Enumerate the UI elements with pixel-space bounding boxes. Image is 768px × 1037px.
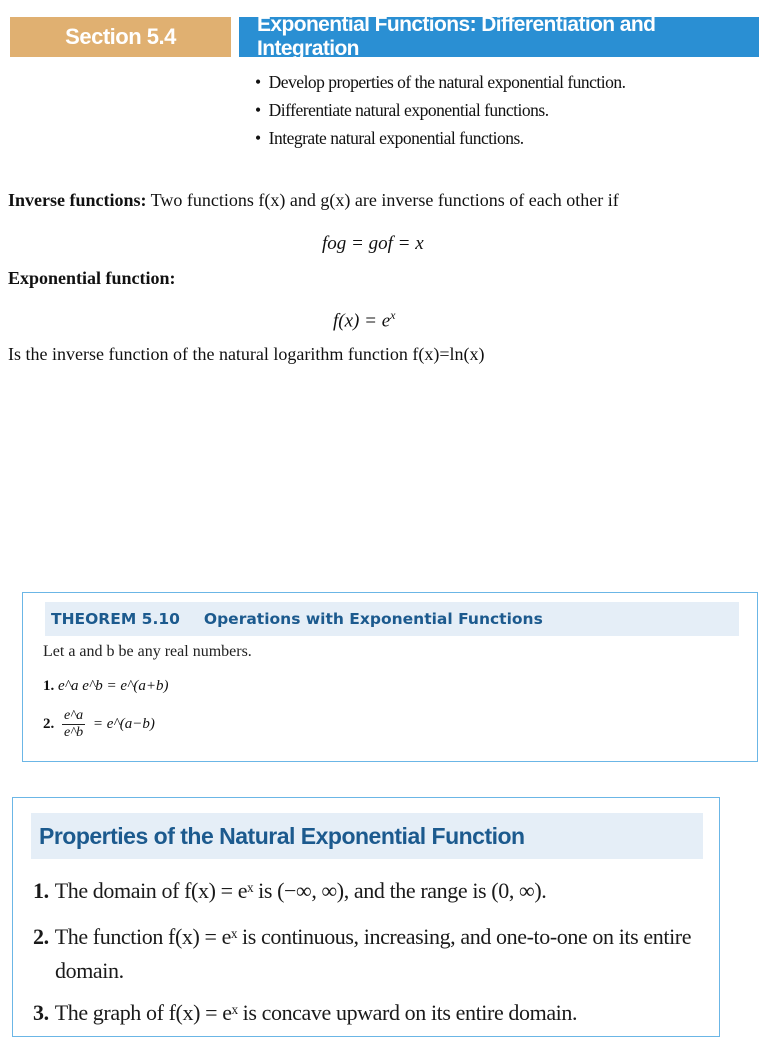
section-title: Exponential Functions: Differentiation and Integration <box>239 17 759 57</box>
exponential-note: Is the inverse function of the natural logarithm function f(x)=ln(x) <box>8 344 485 364</box>
property-text: The graph of f(x) = eˣ is concave upward on its entire domain. <box>54 1000 578 1025</box>
theorem-header <box>45 602 739 636</box>
property-item <box>33 920 691 954</box>
property-number: 1. <box>33 878 49 903</box>
inverse-functions-label: Inverse functions: <box>8 190 147 210</box>
property-text: The function f(x) = eˣ is continuous, increasing, and one-to-one on its entire <box>54 924 692 949</box>
theorem-item-formula: = e^(a−b) <box>92 715 155 732</box>
property-item-continuation <box>33 954 124 988</box>
theorem-box <box>22 592 758 762</box>
objective-item: • Integrate natural exponential functions. <box>255 124 626 152</box>
exponential-equation-base: f(x) = e <box>333 310 391 332</box>
property-number: 2. <box>33 924 49 949</box>
theorem-intro: Let a and b be any real numbers. <box>43 643 252 660</box>
exponential-equation <box>333 308 395 332</box>
theorem-item-2 <box>43 708 155 741</box>
theorem-item-formula: e^a e^b = e^(a+b) <box>58 678 169 694</box>
property-text: domain. <box>55 958 124 983</box>
property-item <box>33 996 577 1030</box>
theorem-number: THEOREM 5.10 <box>51 610 180 628</box>
properties-box <box>12 797 720 1037</box>
exponential-function-label: Exponential function: <box>8 268 176 288</box>
theorem-title: Operations with Exponential Functions <box>203 610 543 628</box>
section-label: Section 5.4 <box>10 17 231 57</box>
exponential-equation-exponent: x <box>390 308 396 322</box>
objectives-list <box>255 68 626 152</box>
fraction-numerator: e^a <box>64 708 84 723</box>
theorem-item-number: 2. <box>43 715 55 732</box>
objective-item: • Develop properties of the natural exponential function. <box>255 68 626 96</box>
objective-item: • Differentiate natural exponential functions. <box>255 96 626 124</box>
inverse-equation: fog = gof = x <box>322 233 424 254</box>
property-text: The domain of f(x) = eˣ is (−∞, ∞), and the range is (0, ∞). <box>54 878 547 903</box>
theorem-fraction <box>62 708 85 741</box>
fraction-denominator: e^b <box>64 725 84 740</box>
property-number: 3. <box>33 1000 49 1025</box>
inverse-functions-text: Two functions f(x) and g(x) are inverse functions of each other if <box>146 190 619 210</box>
property-item <box>33 874 546 908</box>
properties-title: Properties of the Natural Exponential Function <box>31 813 703 859</box>
inverse-functions-paragraph <box>8 188 619 212</box>
theorem-item-number: 1. <box>43 678 55 694</box>
theorem-item-1 <box>43 678 168 695</box>
